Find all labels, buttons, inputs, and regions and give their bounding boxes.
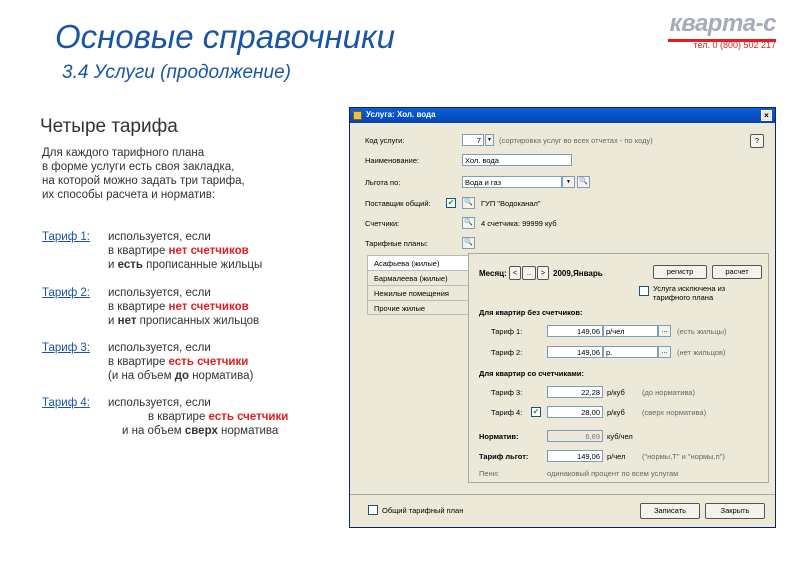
benefit-field[interactable]: Вода и газ [462,176,562,188]
code-label: Код услуги: [365,136,405,145]
dialog-title: Услуга: Хол. вода [366,110,436,119]
tariff4-checkbox[interactable]: ✔ [532,407,540,416]
common-plan-checkbox[interactable] [368,505,378,515]
intro-line: Для каждого тарифного плана [42,147,205,159]
tariff-text: (и на объем [108,370,175,382]
tariff-highlight: есть счетчики [208,411,289,423]
tariff-3-description [42,341,253,383]
benefit-dropdown-icon[interactable]: ▼ [562,176,575,188]
tariff3-field[interactable]: 22,28 [547,386,603,398]
tariff2-label: Тариф 2: [491,348,523,357]
month-prev-button[interactable]: < [509,266,521,280]
intro-line: на которой можно задать три тарифа, [42,175,245,187]
tariff4-label: Тариф 4: [491,408,523,417]
meters-search-icon[interactable]: 🔍 [462,217,475,229]
penalty-label: Пени: [479,469,499,478]
benefit-search-icon[interactable]: 🔍 [577,176,590,188]
norm-unit: куб/чел [607,432,633,441]
help-button[interactable]: ? [750,134,764,148]
tariff-4-description [42,396,288,438]
divider [350,494,775,495]
norm-label: Норматив: [479,432,519,441]
benefit-tariff-note: ("нормы,Т" и "нормы,п") [642,452,725,461]
tariff2-unit[interactable]: р. [603,346,658,358]
tariff-1-name: Тариф 1: [42,231,90,243]
name-label: Наименование: [365,156,420,165]
benefit-tariff-unit: р/чел [607,452,626,461]
tariff1-note: (есть жильцы) [677,327,727,336]
tab-barmaleeva[interactable]: Бармалеева (жилые) [367,270,469,285]
tariff-bold: есть [117,259,143,271]
code-hint: (сортировка услуг во всех отчетах - по коду) [499,136,653,145]
tariff1-unit[interactable]: р/чел [603,325,658,337]
plan-panel [468,253,769,483]
tariff-4-name: Тариф 4: [42,397,90,409]
tariff1-field[interactable]: 149,06 [547,325,603,337]
tariff-text: прописанные жильцы [142,259,263,271]
tariff3-unit: р/куб [607,388,625,397]
code-spin-button[interactable]: ▼ [485,134,494,146]
tariff-text: в квартире [108,356,169,368]
dialog-titlebar[interactable] [350,108,775,123]
tariff2-select-button[interactable]: ... [658,346,671,358]
tariff-bold: нет [117,315,137,327]
service-dialog [349,107,776,528]
excluded-checkbox[interactable] [639,286,649,296]
plans-search-icon[interactable]: 🔍 [462,237,475,249]
tariff1-select-button[interactable]: ... [658,325,671,337]
tab-asafyeva[interactable]: Асафьева (жилые) [367,255,469,270]
tariff-text: и [108,315,118,327]
tariff-text: используется, если [108,231,211,243]
tariff-2-description [42,286,259,328]
logo-phone: тел. 0 (800) 502 217 [693,40,776,50]
tariff-highlight: есть счетчики [168,356,249,368]
penalty-value: одинаковый процент по всем услугам [547,469,679,478]
meters-header: Для квартир со счетчиками: [479,369,584,378]
tariff-text: норматива) [189,370,254,382]
excluded-label: Услуга исключена из тарифного плана [653,284,726,302]
supplier-label: Поставщик общий: [365,199,431,208]
tariff-bold: сверх [184,425,218,437]
name-field[interactable]: Хол. вода [462,154,572,166]
tariff3-label: Тариф 3: [491,388,523,397]
benefit-tariff-field[interactable]: 149,06 [547,450,603,462]
logo-text: кварта-с [669,10,776,37]
register-button[interactable]: регистр [653,265,707,279]
plan-tabs [367,255,469,315]
slide-subtitle: 3.4 Услуги (продолжение) [62,62,291,83]
tariff4-note: (сверх норматива) [642,408,707,417]
common-plan-label: Общий тарифный план [382,506,464,515]
tariff-text: и [108,259,118,271]
tariff-text: и на объем [122,425,185,437]
month-select-button[interactable]: .. [522,266,536,280]
tariff-text: прописанных жильцов [136,315,260,327]
tariff4-field[interactable]: 28,00 [547,406,603,418]
calc-button[interactable]: расчет [712,265,762,279]
month-label: Месяц: [479,269,507,278]
section-heading: Четыре тарифа [40,116,178,137]
tariff-text: используется, если [108,287,211,299]
tab-nonresidential[interactable]: Нежилые помещения [367,285,469,300]
tariff-text: используется, если [108,397,211,409]
month-next-button[interactable]: > [537,266,549,280]
supplier-value: ГУП "Водоканал" [481,199,541,208]
no-meters-header: Для квартир без счетчиков: [479,308,583,317]
norm-field: 6,69 [547,430,603,442]
tariff-text: в квартире [148,411,209,423]
tariff2-field[interactable]: 149,06 [547,346,603,358]
supplier-search-icon[interactable]: 🔍 [462,197,475,209]
tariff-text: в квартире [108,301,169,313]
code-field[interactable]: 7 [462,134,484,146]
intro-line: в форме услуги есть своя закладка, [42,161,235,173]
close-button[interactable]: Закрыть [705,503,765,519]
tariff-1-description [42,230,262,272]
tariff-text: в квартире [108,245,169,257]
tariff4-unit: р/куб [607,408,625,417]
tariff1-label: Тариф 1: [491,327,523,336]
plans-label: Тарифные планы: [365,239,428,248]
tariff-2-name: Тариф 2: [42,287,90,299]
slide-title: Основые справочники [55,18,395,55]
tariff3-note: (до норматива) [642,388,695,397]
month-value: 2009,Январь [553,269,603,278]
tariff-text: норматива [217,425,279,437]
tab-other[interactable]: Прочие жилые [367,300,469,315]
intro-text [42,146,245,202]
tariff2-note: (нет жильцов) [677,348,726,357]
benefit-label: Льгота по: [365,178,401,187]
tariff-highlight: нет счетчиков [168,245,249,257]
meters-label: Счетчики: [365,219,400,228]
tariff-highlight: нет счетчиков [168,301,249,313]
close-icon[interactable]: × [761,110,772,121]
window-icon [353,111,362,120]
intro-line: их способы расчета и норматив: [42,189,216,201]
company-logo [668,10,776,50]
benefit-tariff-label: Тариф льгот: [479,452,529,461]
meters-value: 4 счетчика: 99999 куб [481,219,557,228]
tariff-3-name: Тариф 3: [42,342,90,354]
tariff-text: используется, если [108,342,211,354]
supplier-checkbox[interactable]: ✔ [447,198,455,207]
save-button[interactable]: Записать [640,503,700,519]
tariff-bold: до [174,370,190,382]
